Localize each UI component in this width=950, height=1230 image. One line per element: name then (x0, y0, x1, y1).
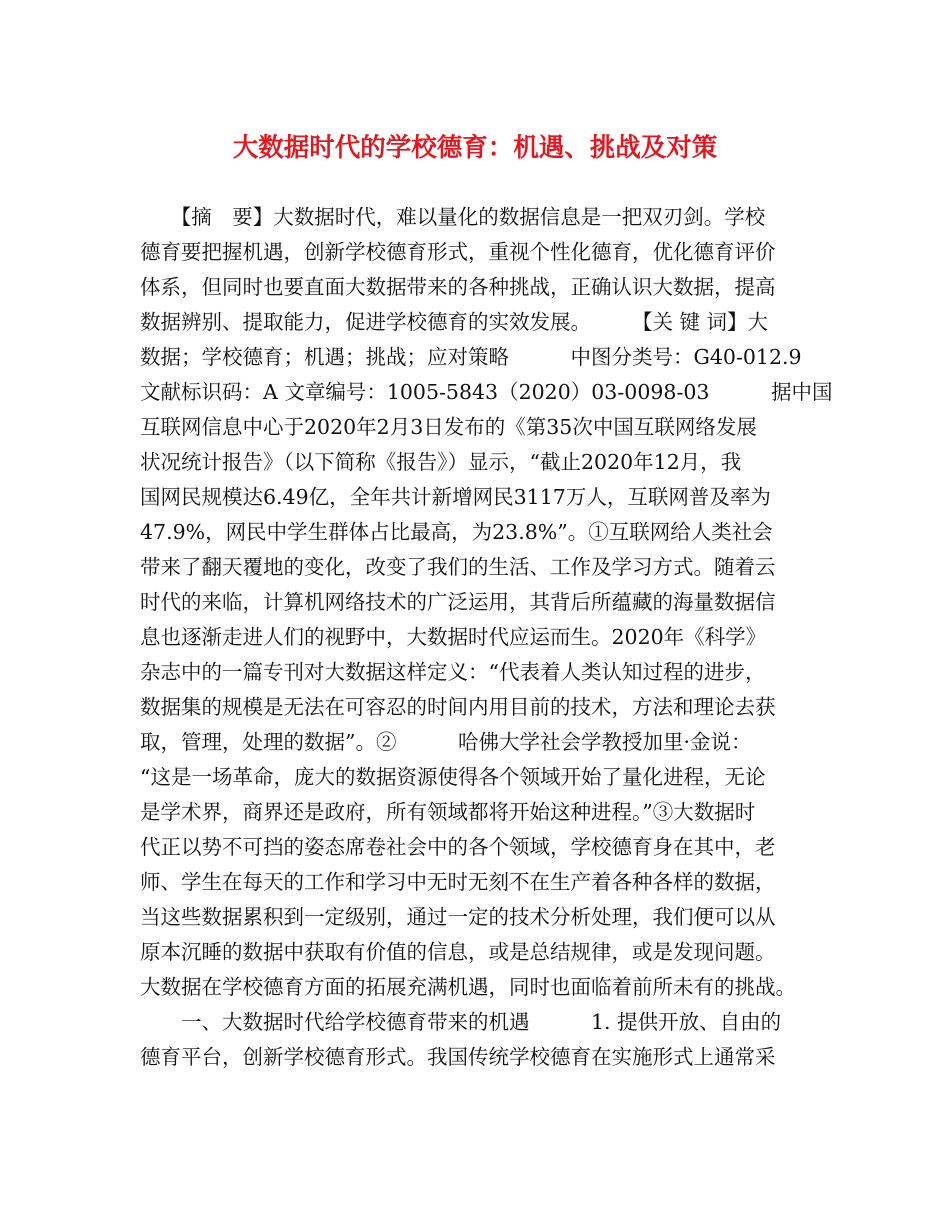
text-line: 取，管理，处理的数据”。② 哈佛大学社会学教授加里·金说： (140, 730, 752, 754)
text-line: 一、大数据时代给学校德育带来的机遇 1. 提供开放、自由的 (140, 1010, 782, 1034)
text-line: 大数据在学校德育方面的拓展充满机遇，同时也面临着前所未有的挑战。 (140, 975, 796, 999)
text-line: 是学术界，商界还是政府，所有领域都将开始这种进程。”③大数据时 (140, 800, 756, 824)
text-line: 数据辨别、提取能力，促进学校德育的实效发展。 【关 键 词】大 (140, 310, 769, 334)
text-line: 数据；学校德育；机遇；挑战；应对策略 中图分类号：G40-012.9 (140, 345, 802, 369)
document-body (140, 200, 833, 1075)
text-line: 德育平台，创新学校德育形式。我国传统学校德育在实施形式上通常采 (140, 1045, 776, 1069)
text-line: 状况统计报告》（以下简称《报告》）显示，“截止2020年12月，我 (140, 450, 742, 474)
text-line: 带来了翻天覆地的变化，改变了我们的生活、工作及学习方式。随着云 (140, 555, 776, 579)
text-line: 原本沉睡的数据中获取有价值的信息，或是总结规律，或是发现问题。 (140, 940, 776, 964)
text-line: 杂志中的一篇专刊对大数据这样定义：“代表着人类认知过程的进步， (140, 660, 766, 684)
text-line: 47.9%，网民中学生群体占比最高，为23.8%”。①互联网给人类社会 (140, 520, 773, 544)
text-line: 国网民规模达6.49亿，全年共计新增网民3117万人，互联网普及率为 (140, 485, 771, 509)
text-line: 代正以势不可挡的姿态席卷社会中的各个领域，学校德育身在其中，老 (140, 835, 776, 859)
text-line: 息也逐渐走进人们的视野中，大数据时代应运而生。2020年《科学》 (140, 625, 767, 649)
text-line: 时代的来临，计算机网络技术的广泛运用，其背后所蕴藏的海量数据信 (140, 590, 776, 614)
text-line: 体系，但同时也要直面大数据带来的各种挑战，正确认识大数据，提高 (140, 275, 776, 299)
text-line: 数据集的规模是无法在可容忍的时间内用目前的技术，方法和理论去获 (140, 695, 776, 719)
text-line: 【摘 要】大数据时代，难以量化的数据信息是一把双刃剑。学校 (140, 205, 766, 229)
text-line: 互联网信息中心于2020年2月3日发布的《第35次中国互联网络发展 (140, 415, 757, 439)
document-title: 大数据时代的学校德育：机遇、挑战及对策 (232, 133, 718, 163)
text-line: 当这些数据累积到一定级别，通过一定的技术分析处理，我们便可以从 (140, 905, 776, 929)
text-line: 师、学生在每天的工作和学习中无时无刻不在生产着各种各样的数据， (140, 870, 776, 894)
text-line: 德育要把握机遇，创新学校德育形式，重视个性化德育，优化德育评价 (140, 240, 776, 264)
text-line: 文献标识码：A 文章编号：1005-5843（2020）03-0098-03 据中国 (140, 380, 833, 404)
text-line: “这是一场革命，庞大的数据资源使得各个领域开始了量化进程，无论 (140, 765, 766, 789)
